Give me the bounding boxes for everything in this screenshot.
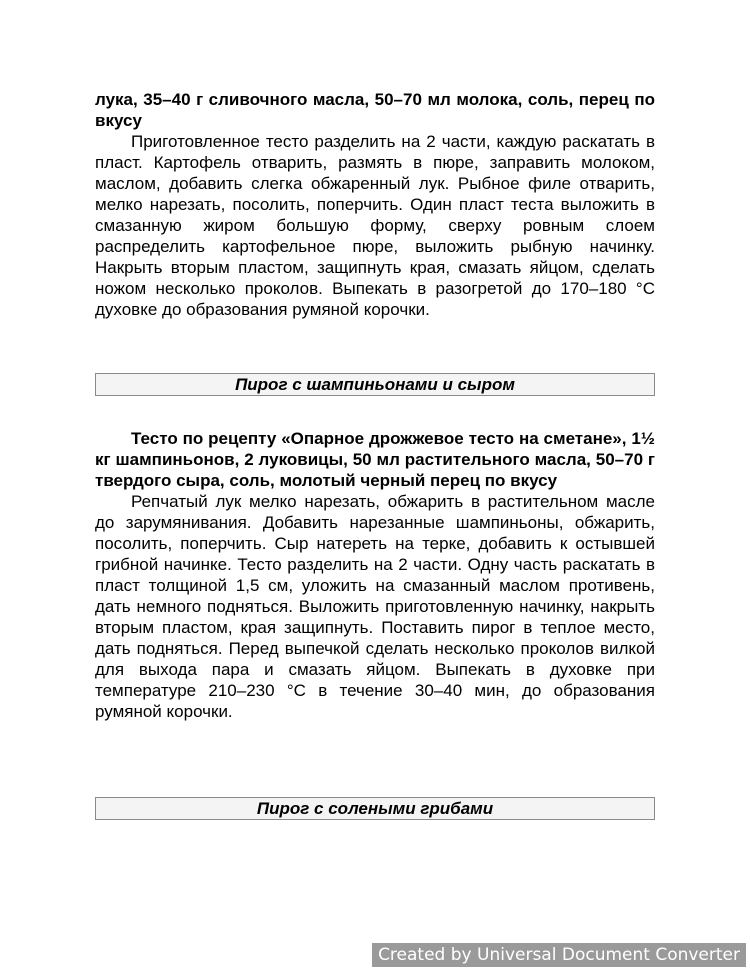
recipe-title-salted-mushroom-pie: Пирог с солеными грибами [95,797,655,820]
method-text: Репчатый лук мелко нарезать, обжарить в растительном масле до зарумянивания. Добавить нарезанные шампиньоны, обжарить, посолить, поперчить. Сыр натереть на терке, добавить к остывшей грибной начинке. Тесто разделить на 2 части. Одну часть раскатать в пласт толщиной 1,5 см, уложить на смазанный маслом противень, дать немного подняться. Выложить приготовленную начинку, накрыть вторым пластом, края защипнуть. Поставить пирог в теплое место, дать подняться. Перед выпечкой сделать несколько проколов вилкой для выхода пара и смазать яйцом. Выпекать в духовке при температуре 210–230 °С в течение 30–40 мин, до образования румяной корочки. [95,492,655,721]
ingredients-text: Тесто по рецепту «Опарное дрожжевое тесто на сметане», 1½ кг шампиньонов, 2 луковицы, 50 мл растительного масла, 50–70 г твердого сыра, соль, молотый черный перец по вкусу [95,429,655,490]
section-mushroom-cheese-pie [95,428,655,722]
ingredients-text: лука, 35–40 г сливочного масла, 50–70 мл молока, соль, перец по вкусу [95,90,655,130]
section-fish-pie [95,89,655,320]
converter-watermark: Created by Universal Document Converter [372,943,746,967]
recipe-title-mushroom-cheese-pie: Пирог с шампиньонами и сыром [95,373,655,396]
method-text: Приготовленное тесто разделить на 2 части, каждую раскатать в пласт. Картофель отварить, размять в пюре, заправить молоком, маслом, добавить слегка обжаренный лук. Рыбное филе отварить, мелко нарезать, посолить, поперчить. Один пласт теста выложить в смазанную жиром большую форму, сверху ровным слоем распределить картофельное пюре, выложить рыбную начинку. Накрыть вторым пластом, защипнуть края, смазать яйцом, сделать ножом несколько проколов. Выпекать в разогретой до 170–180 °С духовке до образования румяной корочки. [95,132,655,319]
